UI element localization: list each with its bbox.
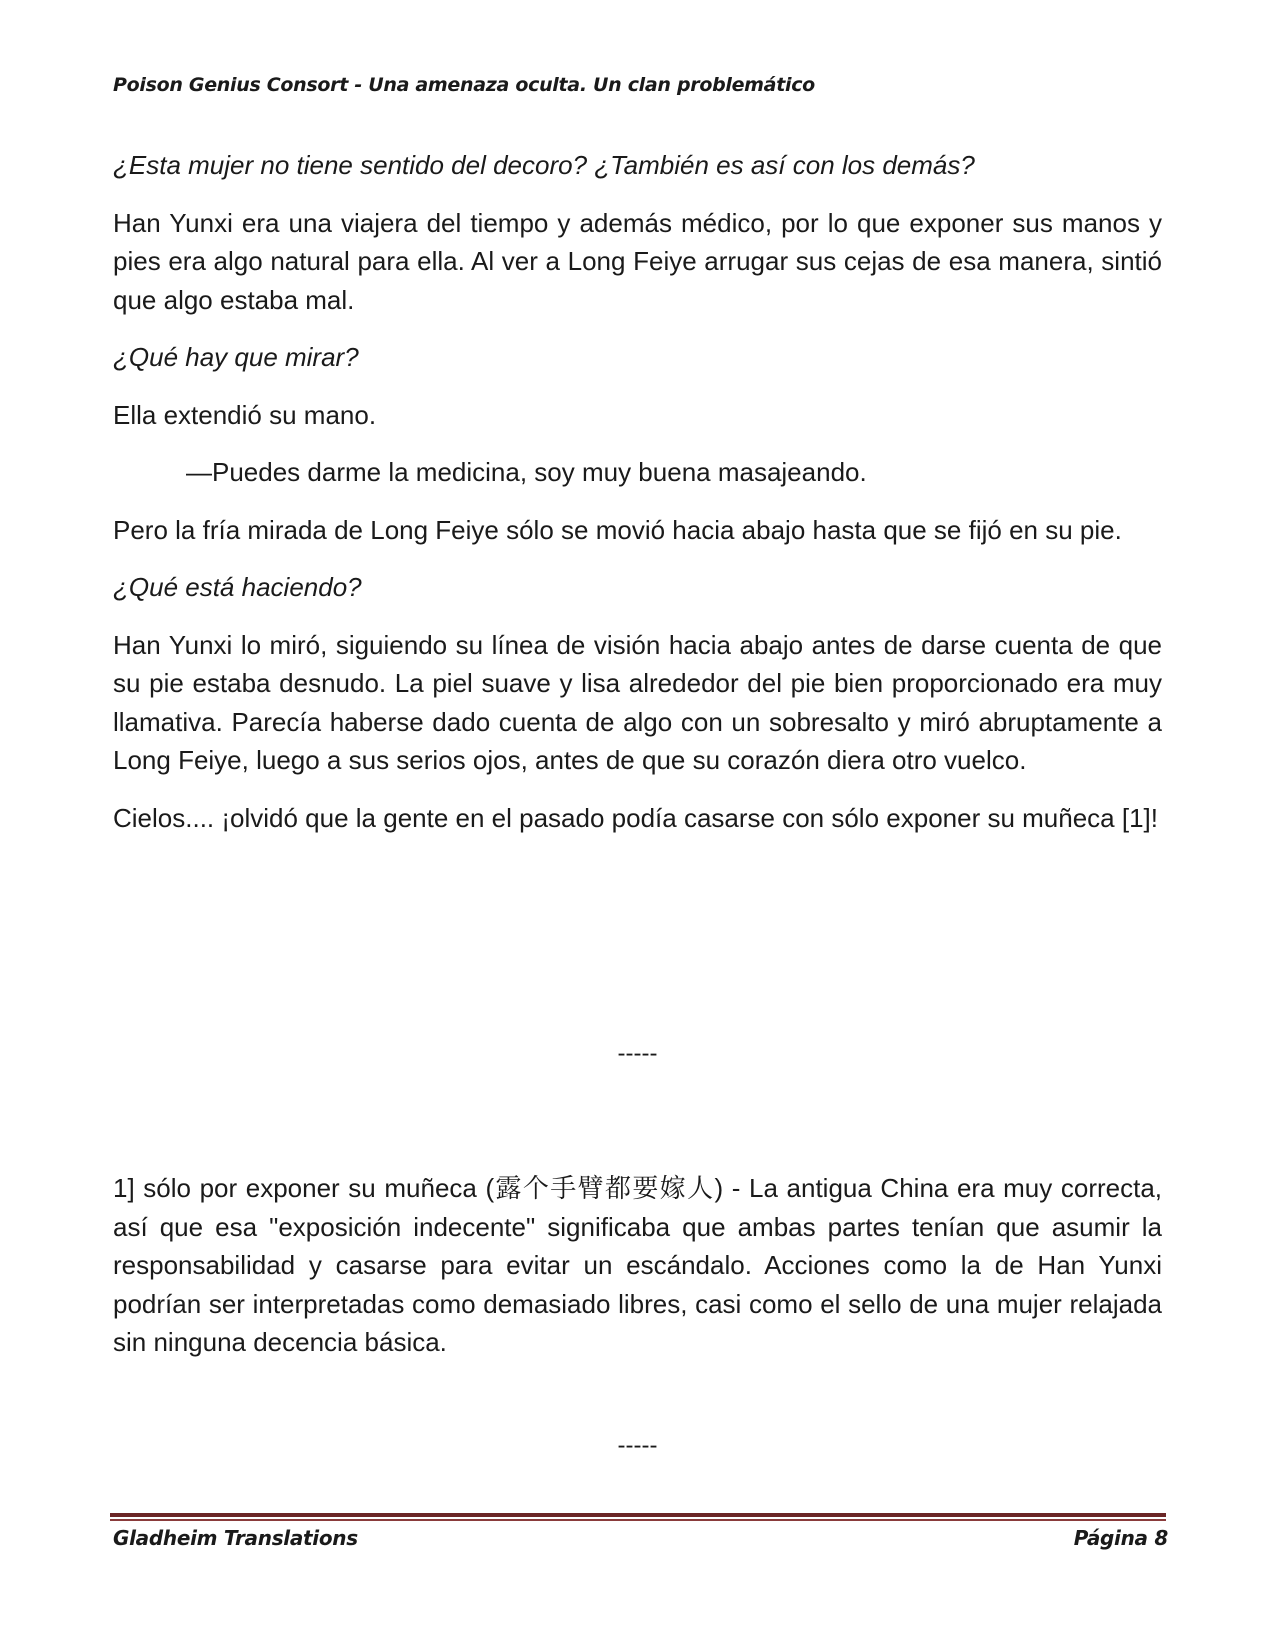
paragraph: Han Yunxi lo miró, siguiendo su línea de visión hacia abajo antes de darse cuenta de que su pie estaba desnudo. La piel suave y lisa alrededor del pie bien proporcionado era muy llamativa. Parecía haberse dado cuenta de algo con un sobresalto y miró abruptamente a Long Feiye, luego a sus serios ojos, antes de que su corazón diera otro vuelco.: [113, 629, 1162, 775]
paragraph-thought: ¿Qué está haciendo?: [113, 572, 362, 602]
footer-divider: [110, 1513, 1166, 1523]
paragraph-thought: ¿Esta mujer no tiene sentido del decoro? ¿También es así con los demás?: [113, 150, 975, 180]
chapter-body: [113, 146, 1162, 856]
section-separator: -----: [617, 1040, 658, 1067]
footer-page-number: Página 8: [1073, 1526, 1168, 1550]
paragraph: Cielos.... ¡olvidó que la gente en el pasado podía casarse con sólo exponer su muñeca [1]!: [113, 802, 1158, 833]
footer-publisher: Gladheim Translations: [113, 1526, 358, 1550]
paragraph: Ella extendió su mano.: [113, 399, 377, 430]
paragraph-thought: ¿Qué hay que mirar?: [113, 342, 359, 372]
paragraph-dialogue: —Puedes darme la medicina, soy muy buena masajeando.: [186, 457, 867, 487]
page-header-title: Poison Genius Consort - Una amenaza oculta. Un clan problemático: [113, 74, 815, 96]
section-separator: -----: [617, 1432, 658, 1459]
footnote: 1] sólo por exponer su muñeca (露个手臂都要嫁人) - La antigua China era muy correcta, así que esa "exposición indecente" significaba que ambas partes tenían que asumir la responsabilidad y casarse para evitar un escándalo. Acciones como la de Han Yunxi podrían ser interpretadas como demasiado libres, casi como el sello de una mujer relajada sin ninguna decencia básica.: [113, 1173, 1162, 1357]
paragraph: Pero la fría mirada de Long Feiye sólo se movió hacia abajo hasta que se fijó en su pie.: [113, 514, 1122, 545]
paragraph: Han Yunxi era una viajera del tiempo y además médico, por lo que exponer sus manos y pies era algo natural para ella. Al ver a Long Feiye arrugar sus cejas de esa manera, sintió que algo estaba mal.: [113, 207, 1162, 315]
